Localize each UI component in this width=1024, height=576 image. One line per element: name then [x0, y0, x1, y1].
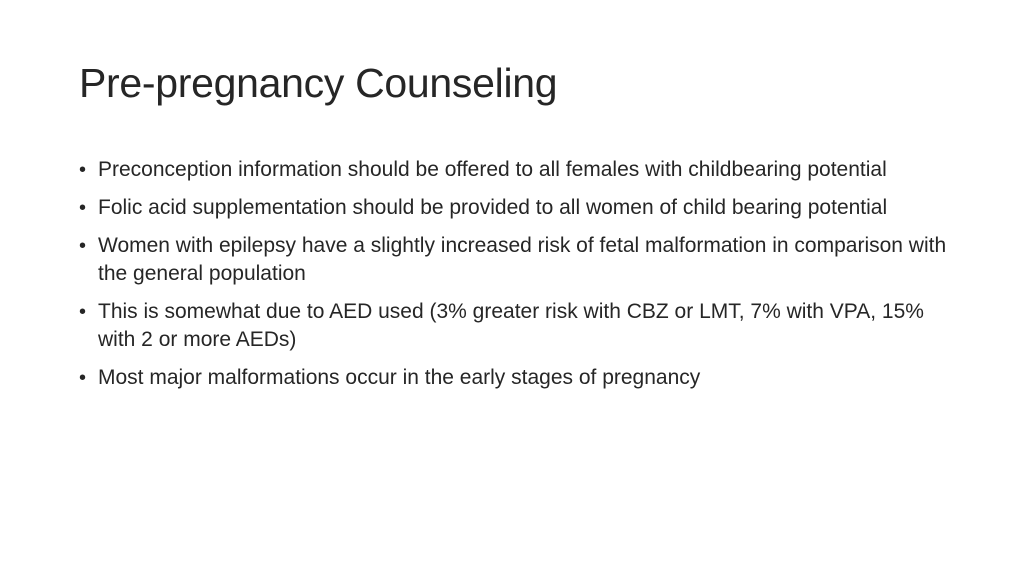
bullet-text: Folic acid supplementation should be provided to all women of child bearing potential: [98, 196, 888, 219]
bullet-icon: •: [79, 301, 87, 323]
bullet-icon: •: [79, 159, 87, 181]
bullet-text: Preconception information should be offered to all females with childbearing potential: [98, 158, 887, 181]
bullet-item: [79, 298, 959, 354]
bullet-list: [79, 156, 959, 402]
bullet-icon: •: [79, 367, 87, 389]
bullet-icon: •: [79, 197, 87, 219]
bullet-item: [79, 232, 959, 288]
slide-title: Pre-pregnancy Counseling: [79, 60, 558, 106]
bullet-text: Most major malformations occur in the early stages of pregnancy: [98, 366, 701, 389]
bullet-text: Women with epilepsy have a slightly increased risk of fetal malformation in comparison with the general population: [98, 234, 947, 285]
bullet-item: [79, 156, 959, 184]
bullet-item: [79, 364, 959, 392]
bullet-item: [79, 194, 959, 222]
bullet-icon: •: [79, 235, 87, 257]
bullet-text: This is somewhat due to AED used (3% greater risk with CBZ or LMT, 7% with VPA, 15% with 2 or more AEDs): [98, 300, 924, 351]
